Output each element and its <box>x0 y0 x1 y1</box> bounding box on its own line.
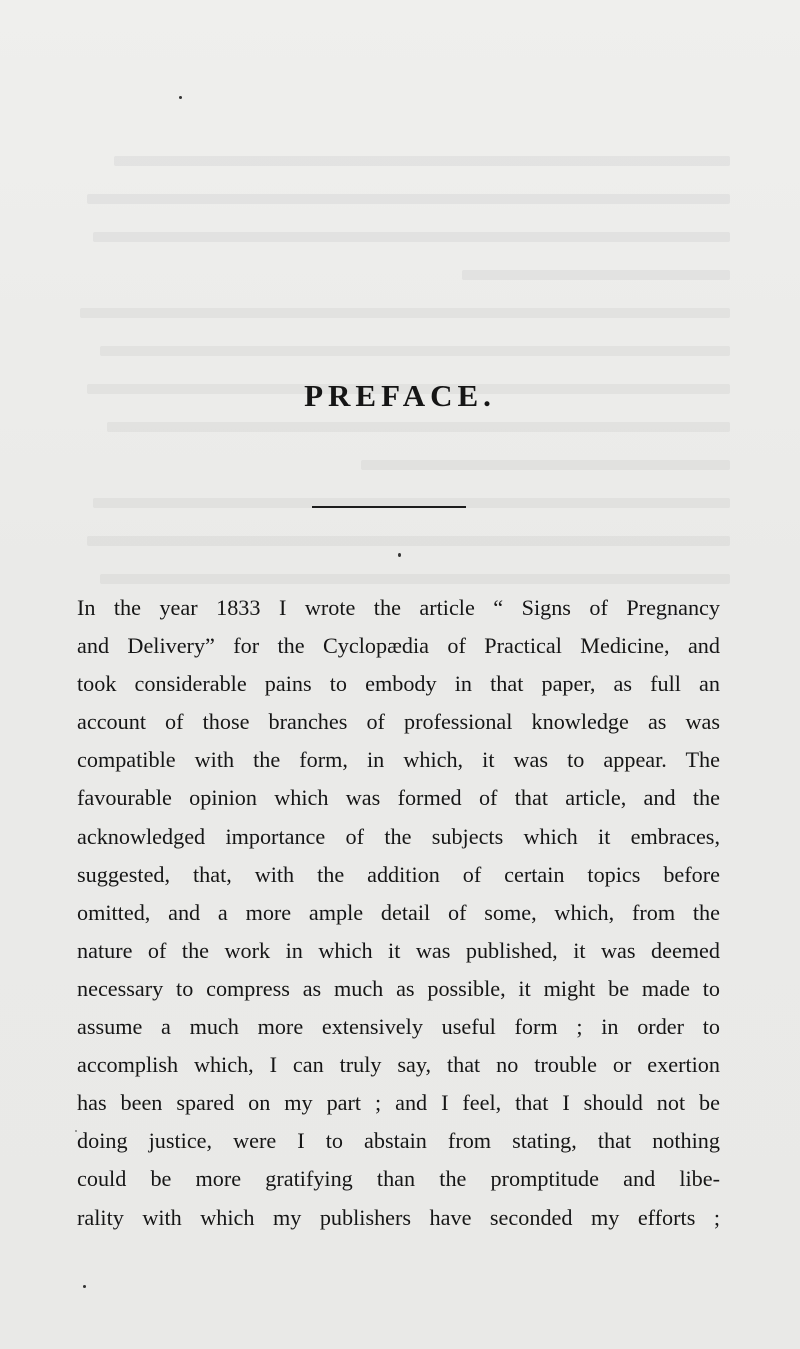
bleed-through-texture <box>60 140 730 596</box>
text-line: accomplish which, I can truly say, that no trouble or exertion <box>77 1052 720 1078</box>
text-line: necessary to compress as much as possible, it might be made to <box>77 975 720 1001</box>
ink-speck <box>179 96 182 99</box>
text-line: and Delivery” for the Cyclopædia of Practical Medicine, and <box>77 633 720 659</box>
text-line: took considerable pains to embody in that paper, as full an <box>77 671 720 697</box>
preface-paragraph <box>77 589 720 1237</box>
text-line: In the year 1833 I wrote the article “ Signs of Pregnancy <box>77 595 720 620</box>
text-line: acknowledged importance of the subjects which it embraces, <box>77 823 720 849</box>
title-divider <box>312 506 466 508</box>
ink-speck <box>398 553 401 557</box>
text-line: nature of the work in which it was published, it was deemed <box>77 937 720 963</box>
page-title: PREFACE. <box>304 378 496 413</box>
text-line: could be more gratifying than the promptitude and libe- <box>77 1166 720 1192</box>
text-line: favourable opinion which was formed of that article, and the <box>77 785 720 811</box>
text-line: has been spared on my part ; and I feel, that I should not be <box>77 1090 720 1116</box>
text-line: suggested, that, with the addition of certain topics before <box>77 861 720 887</box>
text-line: compatible with the form, in which, it was to appear. The <box>77 747 720 773</box>
ink-speck <box>83 1285 86 1288</box>
text-line: rality with which my publishers have seconded my efforts ; <box>77 1204 720 1230</box>
text-line: account of those branches of professional knowledge as was <box>77 709 720 735</box>
text-line: assume a much more extensively useful form ; in order to <box>77 1014 720 1040</box>
text-line: omitted, and a more ample detail of some, which, from the <box>77 899 720 925</box>
text-line: doing justice, were I to abstain from stating, that nothing <box>77 1128 720 1154</box>
